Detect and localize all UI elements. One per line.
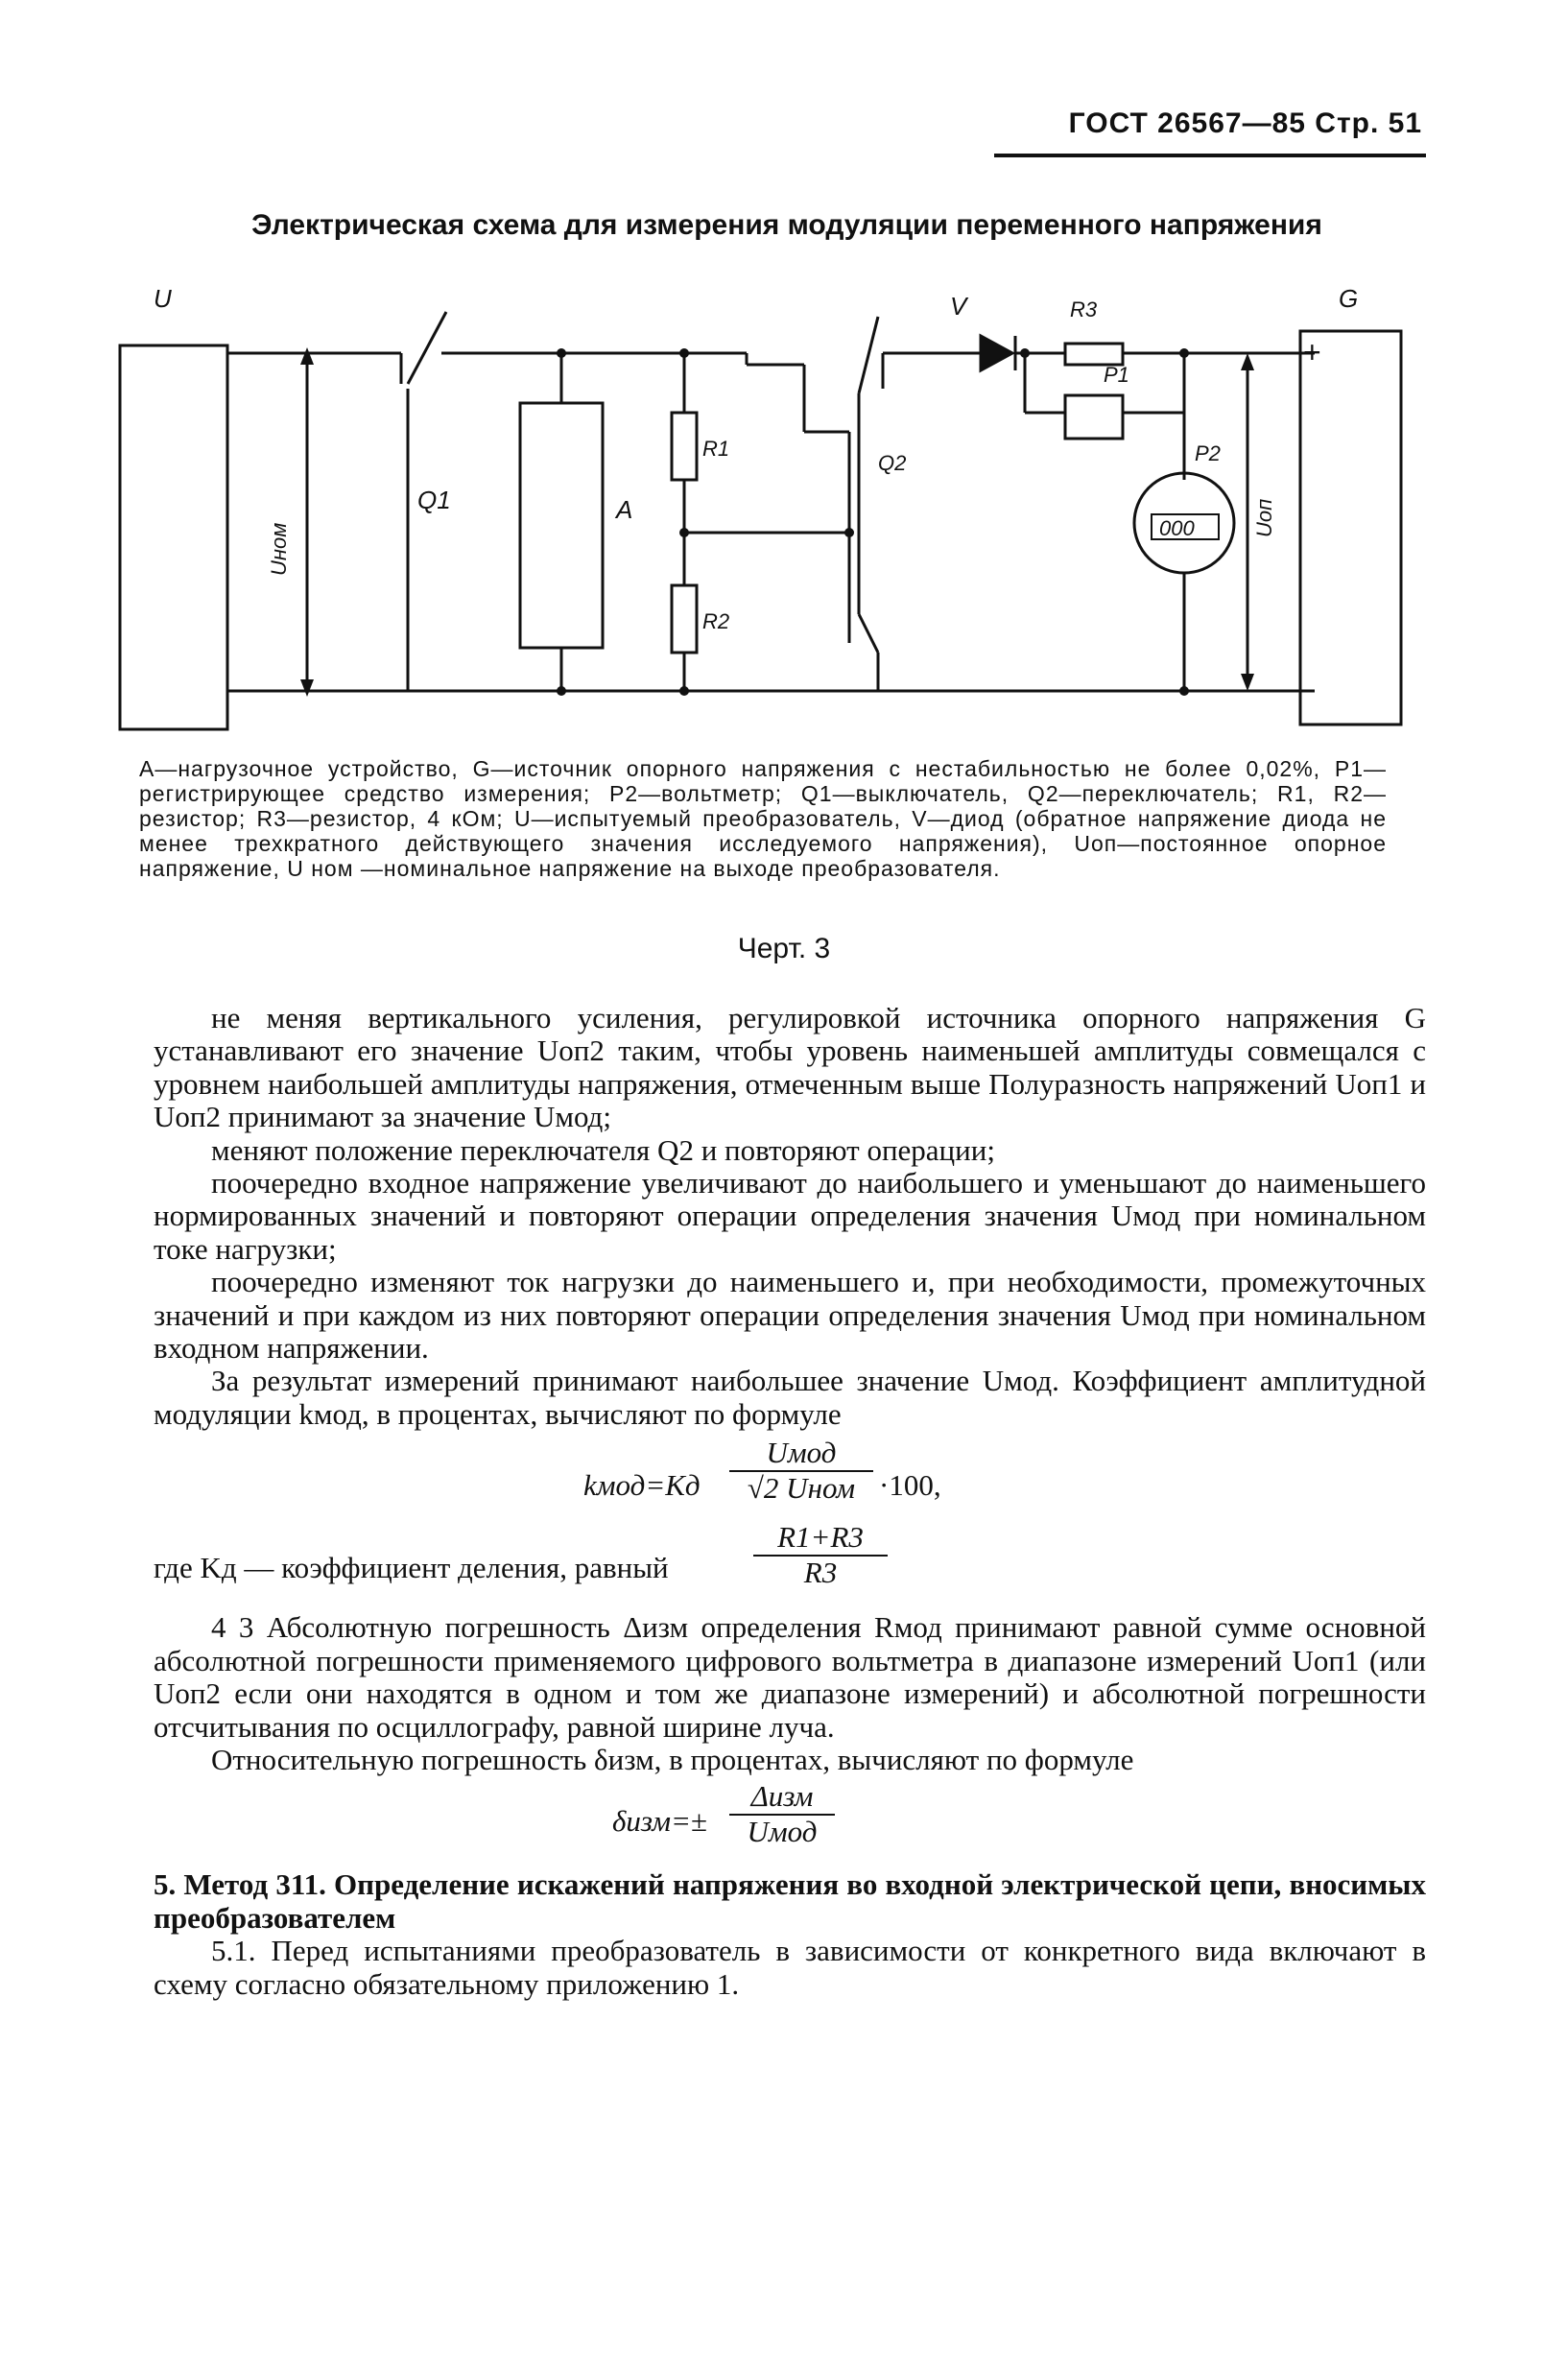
formula2-numerator: Δизм (750, 1779, 814, 1814)
label-a: A (616, 495, 633, 524)
label-unom: Uном (267, 522, 291, 576)
figure-caption: A—нагрузочное устройство, G—источник опорного напряжения с нестабильностью не более 0,02%, P1—регистрирующее средство измерения; P2—вольтметр; Q1—выключатель, Q2—переключатель; R1, R2—резистор; R3—резистор, 4 кОм; U—испытуемый преобразователь, V—диод (обратное напряжение диода не менее трехкратного действующего значения исследуемого напряжения), Uоп—постоянное опорное напряжение, U ном —номинальное напряжение на выходе преобразователя. (139, 756, 1387, 881)
paragraph: 5.1. Перед испытаниями преобразователь в зависимости от конкретного вида включают в схему согласно обязательному приложению 1. (154, 1934, 1426, 2001)
label-v: V (950, 292, 967, 321)
label-r3: R3 (1070, 297, 1098, 321)
formula-kd-denominator: R3 (753, 1555, 888, 1589)
formula-kd-fraction (753, 1521, 888, 1589)
formula-denominator: √2 Uном (729, 1470, 873, 1505)
resistor-r3 (1065, 344, 1123, 365)
formula2-denominator: Uмод (729, 1814, 835, 1848)
reference-source-g (1300, 331, 1401, 725)
body-text (154, 1002, 1426, 2001)
paragraph: За результат измерений принимают наибольшее значение Uмод. Коэффициент амплитудной модуляции kмод, в процентах, вычисляют по формуле (154, 1364, 1426, 1431)
formula-numerator: Uмод (766, 1436, 837, 1470)
label-q1: Q1 (417, 486, 451, 514)
diode-v (981, 336, 1012, 370)
paragraph: поочередно изменяют ток нагрузки до наименьшего и, при необходимости, промежуточных значений и при каждом из них повторяют операции определения значения Uмод при номинальном входном напряжении. (154, 1265, 1426, 1366)
formula-delta (154, 1776, 1426, 1868)
label-q2: Q2 (878, 451, 907, 475)
label-meter: 000 (1159, 516, 1195, 540)
formula-kd-numerator: R1+R3 (777, 1520, 864, 1555)
section-heading: 5. Метод 311. Определение искажений напряжения во входной электрической цепи, вносимых преобразователем (154, 1867, 1426, 1935)
page-header: ГОСТ 26567—85 Стр. 51 (1068, 107, 1422, 139)
kd-line (154, 1520, 1426, 1611)
formula-tail: ·100, (879, 1468, 941, 1503)
circuit-schematic (106, 288, 1449, 739)
paragraph: меняют положение переключателя Q2 и повторяют операции; (211, 1132, 995, 1167)
load-device-a (520, 403, 603, 648)
header-rule (994, 154, 1426, 157)
figure-title: Электрическая схема для измерения модуляции переменного напряжения (251, 209, 1322, 241)
paragraph: поочередно входное напряжение увеличивают до наибольшего и уменьшают до наименьшего нормированных значений и повторяют операции определения значения Uмод при номинальном токе нагрузки; (154, 1166, 1426, 1266)
label-p1: P1 (1104, 363, 1129, 387)
paragraph: 4 3 Абсолютную погрешность Δизм определения Rмод принимают равной сумме основной абсолютной погрешности применяемого цифрового вольтметра в диапазоне измерений Uоп1 (или Uоп2 если они находятся в одном и том же диапазоне измерений) и абсолютной погрешности отсчитывания по осциллографу, равной ширине луча. (154, 1610, 1426, 1744)
label-g: G (1339, 288, 1359, 313)
resistor-r1 (672, 413, 697, 480)
converter-block-u (120, 345, 227, 729)
formula-lhs: kмод=Kд (583, 1468, 701, 1503)
paragraph: не меняя вертикального усиления, регулировкой источника опорного напряжения G устанавливают его значение Uоп2 таким, чтобы уровень наименьшей амплитуды совмещался с уровнем наибольшей амплитуды напряжения, отмеченным выше Полуразность напряжений Uоп1 и Uоп2 принимают за значение Uмод; (154, 1001, 1426, 1134)
label-u: U (154, 288, 172, 313)
paragraph: Относительную погрешность δизм, в процентах, вычисляют по формуле (211, 1742, 1134, 1776)
label-r2: R2 (702, 609, 730, 633)
formula2-fraction (729, 1780, 835, 1848)
label-r1: R1 (702, 437, 730, 461)
label-p2: P2 (1195, 441, 1221, 465)
formula2-lhs: δизм=± (612, 1804, 707, 1839)
recorder-p1 (1065, 395, 1123, 439)
paragraph: где Kд — коэффициент деления, равный (154, 1551, 669, 1585)
resistor-r2 (672, 585, 697, 653)
label-uop: Uоп (1252, 498, 1276, 537)
formula-fraction (729, 1437, 873, 1505)
figure-label: Черт. 3 (737, 933, 831, 964)
label-plus: + (1303, 335, 1321, 369)
